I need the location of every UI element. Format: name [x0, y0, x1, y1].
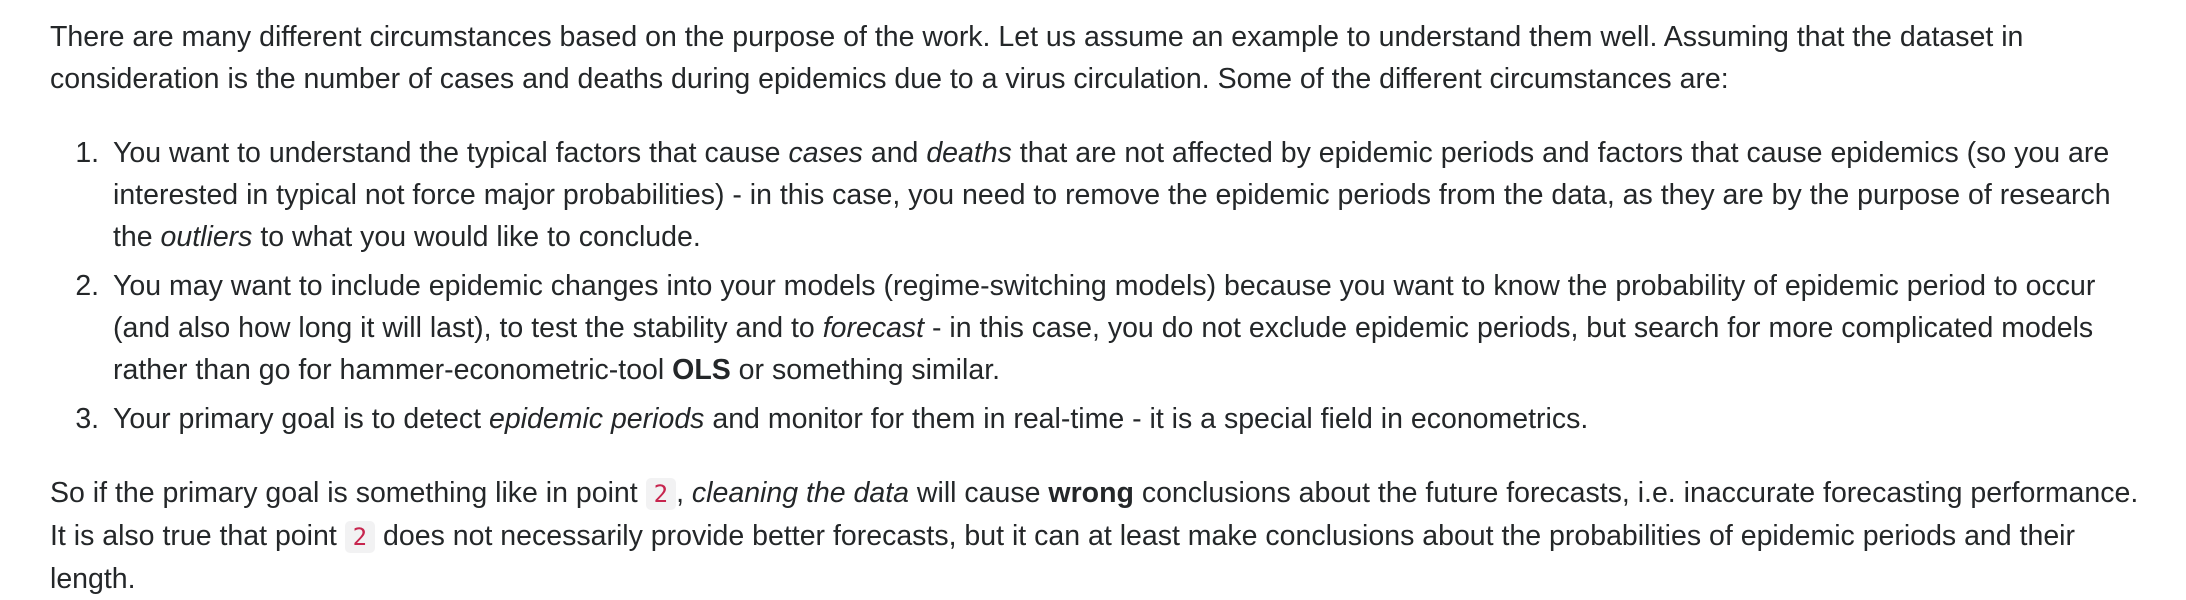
inline-code-point-2-second: 2 — [345, 521, 375, 553]
item2-text-2: - in this case, you do not exclude epidemic periods, but search for more complicated models rather than go for hammer-econometric-tool — [113, 312, 2094, 386]
intro-paragraph — [50, 16, 2150, 100]
intro-text: There are many different circumstances based on the purpose of the work. Let us assume an example to understand them well. Assuming that the dataset in consideration is the number of cases and deaths during epidemics due to a virus circulation. Some of the different circumstances are: — [50, 21, 2024, 95]
item1-text-1: You want to understand the typical factors that cause — [113, 137, 789, 169]
item2-emphasis-forecast: forecast — [822, 312, 925, 344]
conclusion-text-2: , — [676, 477, 692, 509]
item1-text-3: that are not affected by epidemic periods and factors that cause epidemics (so you are interested in typical not force major probabilities) - in this case, you need to remove the epidemic periods from the data, as they are by the purpose of research the — [113, 137, 2111, 253]
item1-emphasis-outliers: outliers — [160, 221, 253, 253]
conclusion-text-5: does not necessarily provide better forecasts, but it can at least make conclusions about the probabilities of epidemic periods and their length. — [50, 520, 2075, 595]
item1-emphasis-cases: cases — [788, 137, 863, 169]
answer-body — [50, 16, 2150, 600]
inline-code-point-2: 2 — [646, 478, 676, 510]
item2-text-1: You may want to include epidemic changes into your models (regime-switching models) because you want to know the probability of epidemic period to occur (and also how long it will last), to test the stability and to — [113, 270, 2096, 344]
list-item-1 — [107, 132, 2150, 258]
item1-text-4: to what you would like to conclude. — [252, 221, 701, 253]
conclusion-bold-wrong: wrong — [1048, 477, 1134, 509]
item1-text-2: and — [862, 137, 927, 169]
circumstances-list — [50, 132, 2150, 440]
item2-bold-ols: OLS — [672, 354, 731, 386]
conclusion-text-1: So if the primary goal is something like in point — [50, 477, 646, 509]
conclusion-text-3: will cause — [909, 477, 1049, 509]
item3-emphasis-epidemic-periods: epidemic periods — [488, 403, 705, 435]
item3-text-1: Your primary goal is to detect — [113, 403, 489, 435]
item1-emphasis-deaths: deaths — [926, 137, 1012, 169]
conclusion-emphasis-cleaning: cleaning the data — [691, 477, 910, 509]
list-item-3 — [107, 398, 2150, 440]
list-item-2 — [107, 265, 2150, 391]
conclusion-paragraph — [50, 472, 2150, 600]
conclusion-text-4: conclusions about the future forecasts, i.e. inaccurate forecasting performance. It is also true that point — [50, 477, 2139, 552]
item2-text-3: or something similar. — [730, 354, 1001, 386]
item3-text-2: and monitor for them in real-time - it is a special field in econometrics. — [704, 403, 1589, 435]
